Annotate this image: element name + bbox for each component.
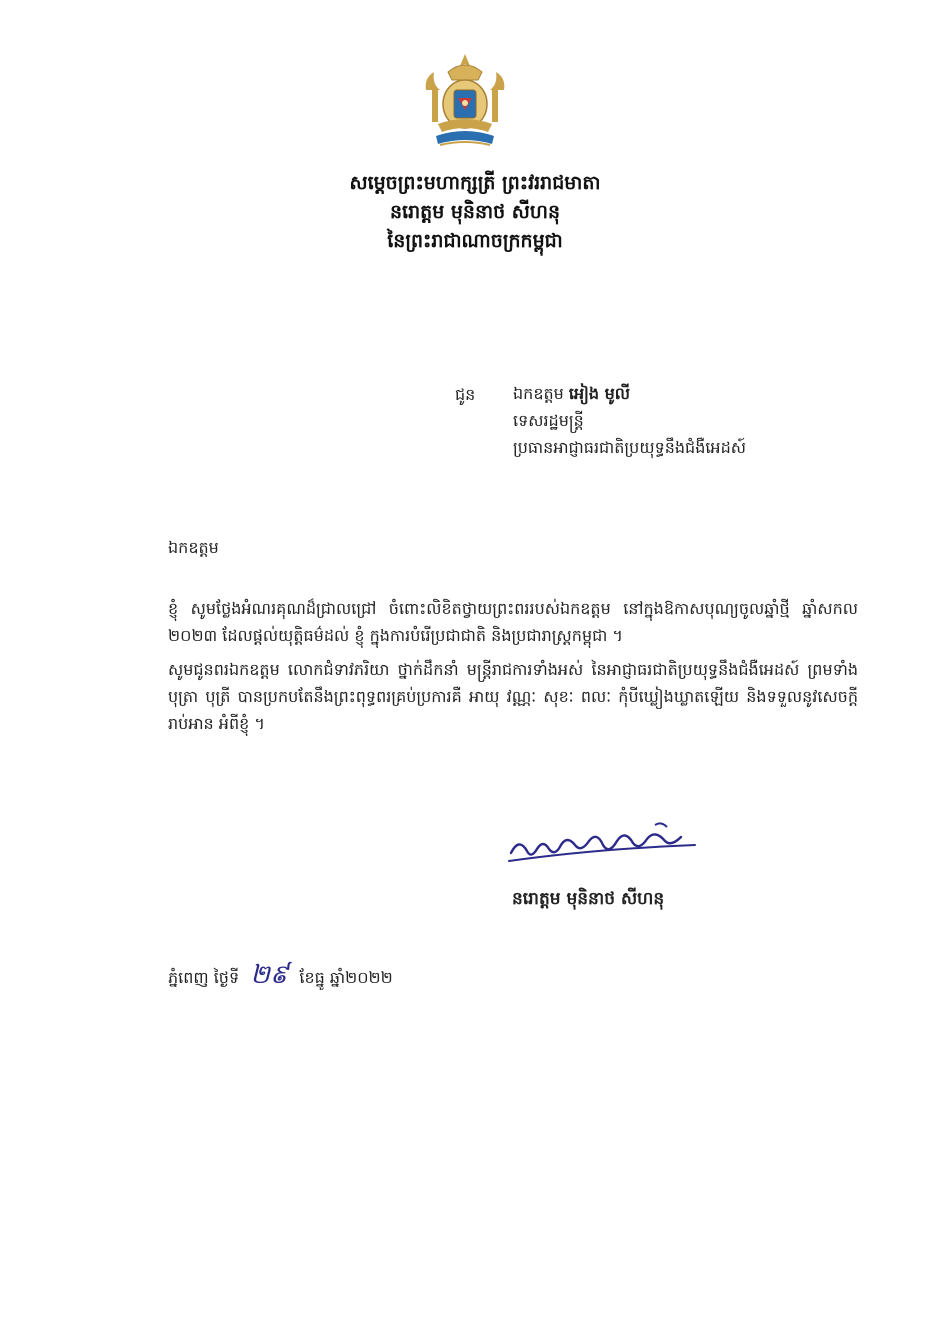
date-line: [168, 958, 393, 996]
handwritten-signature: [505, 815, 705, 871]
body-paragraph-2: សូមជូនពរឯកឧត្តម លោកជំទាវភរិយា ថ្នាក់ដឹកនាំ មន្ត្រីរាជការទាំងអស់ នៃអាជ្ញាធរជាតិប្រយុទ្ធនឹងជំងឺអេដស៍ ព្រមទាំងបុត្រា បុត្រី បានប្រកបតែនឹងព្រះពុទ្ធពរគ្រប់ប្រការគឺ អាយុ វណ្ណៈ សុខៈ ពលៈ កុំបីឃ្លៀងឃ្លាតឡើយ និងទទួលនូវសេចក្តីរាប់អាន អំពីខ្ញុំ ។: [168, 660, 858, 733]
sender-title-line3: នៃព្រះរាជាណាចក្រកម្ពុជា: [387, 230, 563, 252]
date-prefix: ភ្នំពេញ ថ្ងៃទី: [168, 968, 240, 987]
recipient-block: [513, 380, 746, 461]
recipient-name-line: [513, 380, 746, 407]
sender-title-line1: សម្តេចព្រះមហាក្សត្រី ព្រះវររាជមាតា: [349, 172, 601, 194]
recipient-role1: ទេសរដ្ឋមន្ត្រី: [513, 411, 584, 430]
royal-emblem-icon: [418, 50, 512, 150]
recipient-title: ឯកឧត្តម: [513, 384, 564, 403]
date-suffix: ខែធ្នូ ឆ្នាំ២០២២: [299, 968, 393, 987]
recipient-role2: ប្រធានអាជ្ញាធរជាតិប្រយុទ្ធនឹងជំងឺអេដស៍: [513, 438, 746, 457]
salutation: ឯកឧត្តម: [168, 538, 219, 557]
signatory-name: នរោត្តម មុនិនាថ សីហនុ: [512, 889, 665, 909]
date-day-handwritten: ២៩: [250, 960, 289, 990]
recipient-name: អៀង មូលី: [568, 384, 630, 403]
sender-title-line2: នរោត្តម មុនិនាថ សីហនុ: [389, 201, 561, 223]
recipient-label: ជូន: [455, 385, 476, 404]
body-paragraph-1: ខ្ញុំ សូមថ្លែងអំណរគុណដ៏ជ្រាលជ្រៅ ចំពោះលិខិតថ្វាយព្រះពររបស់ឯកឧត្តម នៅក្នុងឱកាសបុណ្យចូលឆ្នាំថ្មី ឆ្នាំសកល ២០២៣ ដែលផ្តល់យុត្តិធម៌ដល់ ខ្ញុំ ក្នុងការបំរើប្រជាជាតិ និងប្រជារាស្ត្រកម្ពុជា ។: [168, 599, 858, 645]
